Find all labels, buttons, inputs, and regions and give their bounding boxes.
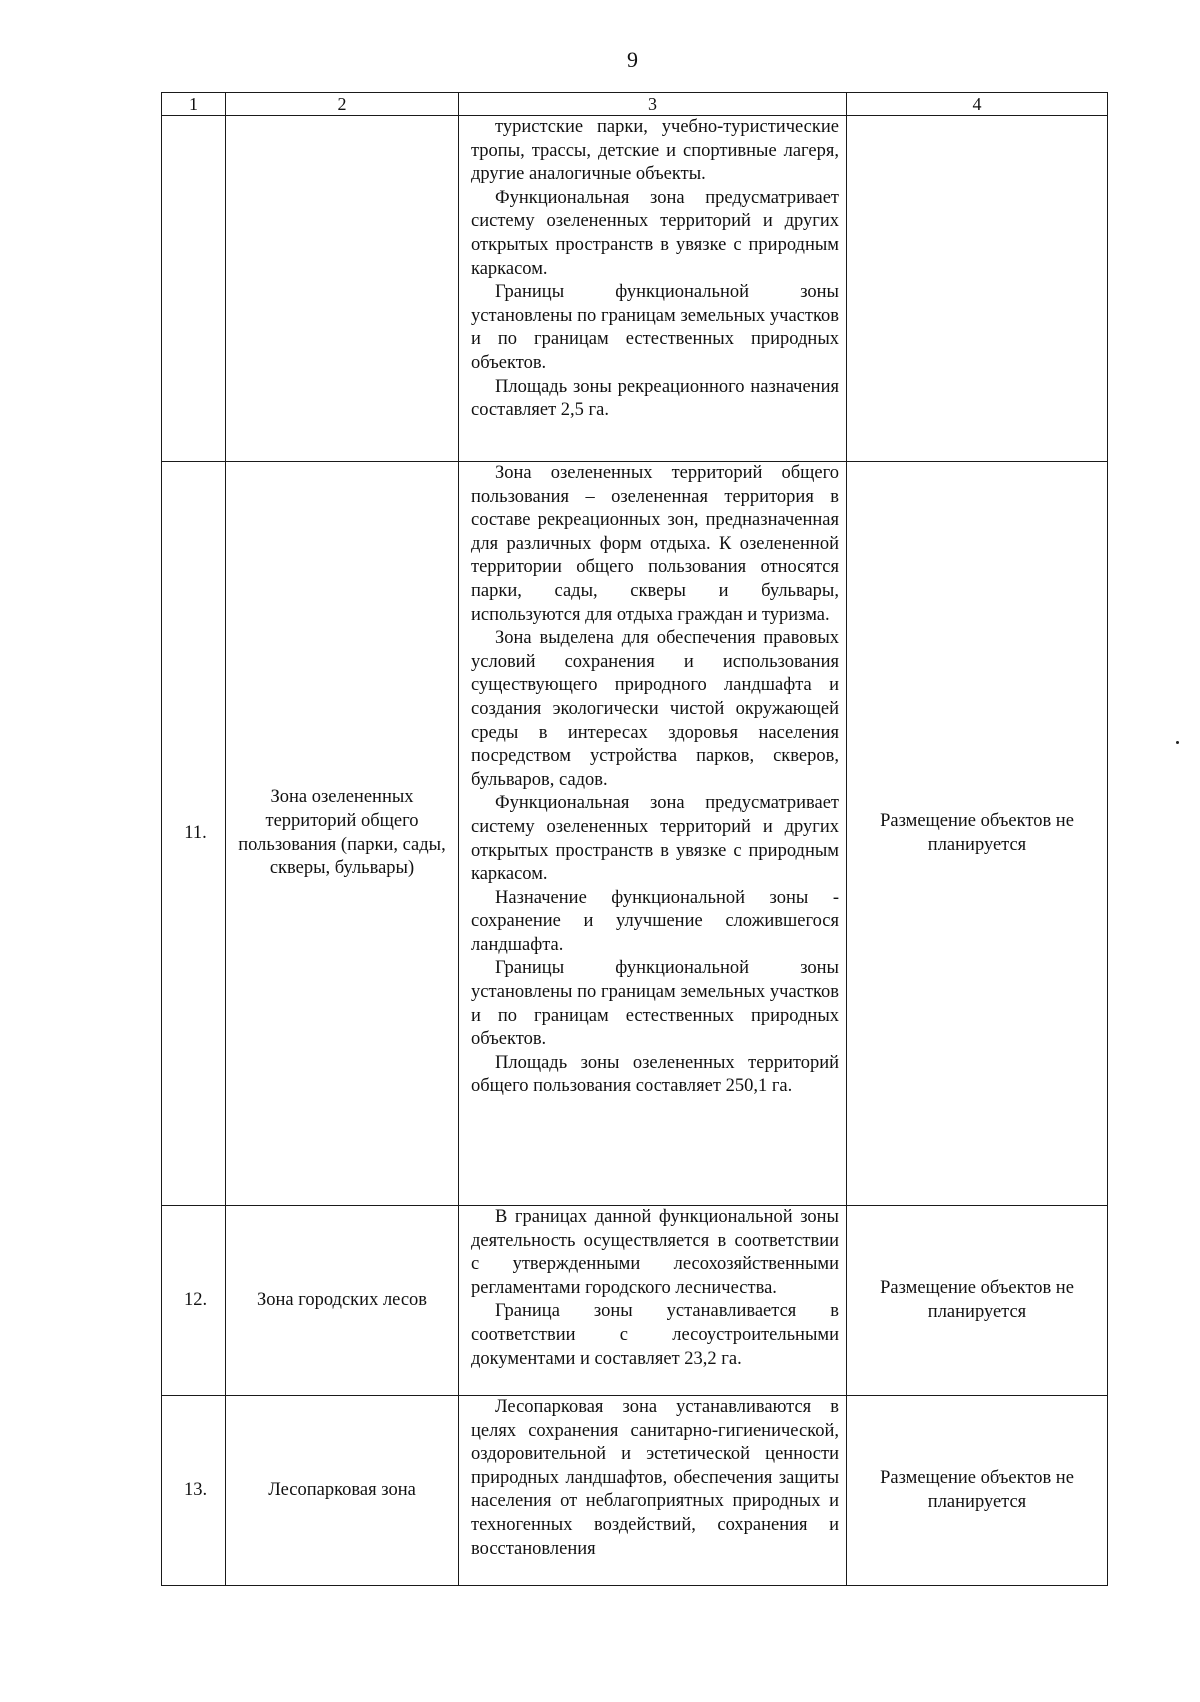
description-paragraph: Границы функциональной зоны установлены по границам земельных участков и по границам естественных природных объектов. bbox=[471, 958, 839, 1050]
functional-zones-table bbox=[161, 92, 1108, 1586]
row-number: 11. bbox=[162, 462, 226, 1206]
header-col-1: 1 bbox=[162, 93, 226, 116]
table-row bbox=[162, 462, 1108, 1206]
planned-objects: Размещение объектов не планируется bbox=[847, 1206, 1108, 1396]
zone-name: Лесопарковая зона bbox=[226, 1396, 459, 1586]
zone-description bbox=[459, 462, 847, 1206]
table-row bbox=[162, 116, 1108, 462]
planned-objects: Размещение объектов не планируется bbox=[847, 1396, 1108, 1586]
zone-name bbox=[226, 116, 459, 462]
description-paragraph: Назначение функциональной зоны - сохранение и улучшение сложившегося ландшафта. bbox=[471, 887, 839, 955]
description-paragraph: Площадь зоны рекреационного назначения составляет 2,5 га. bbox=[471, 376, 839, 421]
zone-name: Зона озелененных территорий общего пользования (парки, сады, скверы, бульвары) bbox=[226, 462, 459, 1206]
description-paragraph: Зона выделена для обеспечения правовых условий сохранения и использования существующего природного ландшафта и создания экологически чистой окружающей среды в интересах здоровья населения посредством устройства парков, скверов, бульваров, садов. bbox=[471, 628, 839, 790]
row-number: 13. bbox=[162, 1396, 226, 1586]
planned-objects: Размещение объектов не планируется bbox=[847, 462, 1108, 1206]
description-paragraph: Функциональная зона предусматривает систему озелененных территорий и других открытых пространств в увязке с природным каркасом. bbox=[471, 793, 839, 885]
description-paragraph: Функциональная зона предусматривает систему озелененных территорий и других открытых пространств в увязке с природным каркасом. bbox=[471, 187, 839, 279]
description-paragraph: Граница зоны устанавливается в соответствии с лесоустроительными документами и составляет 23,2 га. bbox=[471, 1301, 839, 1369]
header-col-2: 2 bbox=[226, 93, 459, 116]
header-col-4: 4 bbox=[847, 93, 1108, 116]
zone-name: Зона городских лесов bbox=[226, 1206, 459, 1396]
description-paragraph: В границах данной функциональной зоны деятельность осуществляется в соответствии с утвержденными лесохозяйственными регламентами городского лесничества. bbox=[471, 1207, 839, 1298]
header-col-3: 3 bbox=[459, 93, 847, 116]
zone-description bbox=[459, 1396, 847, 1586]
zone-description bbox=[459, 1206, 847, 1396]
planned-objects bbox=[847, 116, 1108, 462]
row-number bbox=[162, 116, 226, 462]
description-paragraph: туристские парки, учебно-туристические тропы, трассы, детские и спортивные лагеря, другие аналогичные объекты. bbox=[471, 117, 839, 185]
description-paragraph: Границы функциональной зоны установлены по границам земельных участков и по границам естественных природных объектов. bbox=[471, 282, 839, 373]
table-header-row bbox=[162, 93, 1108, 116]
row-number: 12. bbox=[162, 1206, 226, 1396]
description-paragraph: Зона озелененных территорий общего пользования – озелененная территория в составе рекреационных зон, предназначенная для различных форм отдыха. К озелененной территории общего пользования относятся парки, сады, скверы и бульвары, используются для отдыха граждан и туризма. bbox=[471, 463, 839, 625]
table-row bbox=[162, 1206, 1108, 1396]
description-paragraph: Лесопарковая зона устанавливаются в целях сохранения санитарно-гигиенической, оздоровительной и эстетической ценности природных ландшафтов, обеспечения защиты населения от неблагоприятных природных и техногенных воздействий, сохранения и восстановления bbox=[471, 1397, 839, 1559]
page-number: 9 bbox=[627, 47, 638, 72]
scan-speck bbox=[1176, 741, 1179, 744]
zone-description bbox=[459, 116, 847, 462]
description-paragraph: Площадь зоны озелененных территорий общего пользования составляет 250,1 га. bbox=[471, 1052, 839, 1097]
table-row bbox=[162, 1396, 1108, 1586]
